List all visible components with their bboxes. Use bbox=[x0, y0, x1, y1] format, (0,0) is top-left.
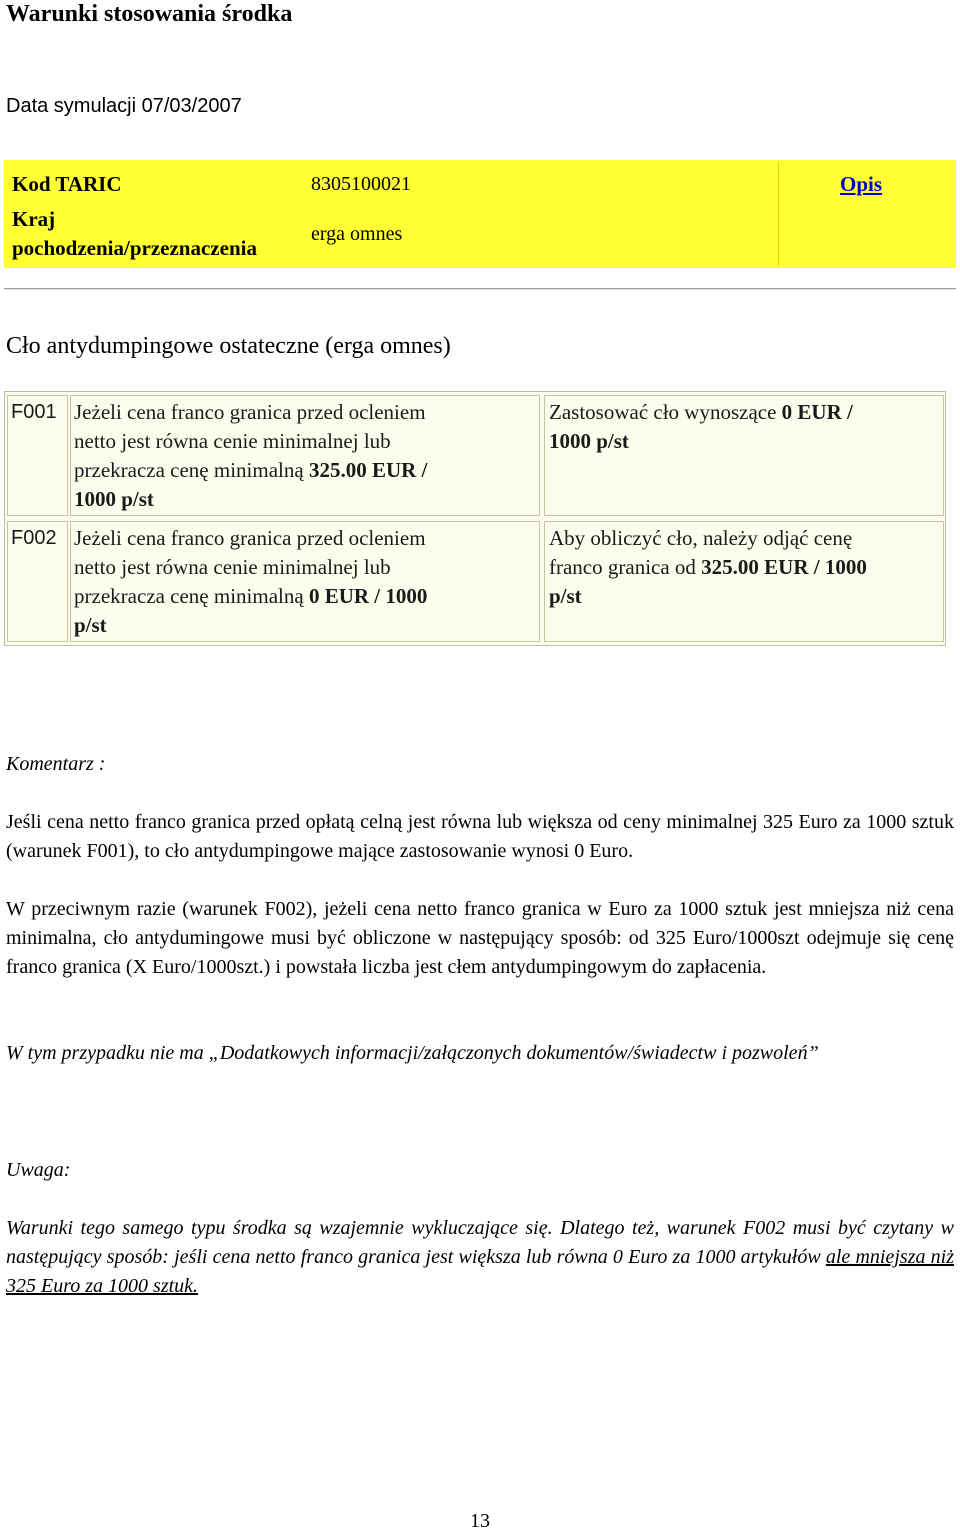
comment-paragraph-2: W przeciwnym razie (warunek F002), jeżeli cena netto franco granica w Euro za 1000 sztuk jest mniejsza niż cena minimalna, cło antydumingowe musi być obliczone w następujący sposób: od 325 Euro/1000szt odejmuje się cenę franco granica (X Euro/1000szt.) i powstała liczba jest cłem antydumpingowym do zapłacenia. bbox=[6, 898, 954, 978]
comment-note: W tym przypadku nie ma „Dodatkowych informacji/załączonych dokumentów/świadectw i pozwoleń” bbox=[6, 1042, 819, 1064]
action-text: Aby obliczyć cło, należy odjąć cenę franco granica od 325.00 EUR / 1000 p/st bbox=[549, 526, 867, 608]
condition-code: F002 bbox=[11, 527, 57, 549]
measure-title: Cło antydumpingowe ostateczne (erga omnes) bbox=[6, 333, 451, 359]
page-title: Warunki stosowania środka bbox=[6, 1, 293, 27]
description-link[interactable]: Opis bbox=[840, 172, 883, 196]
simulation-date: Data symulacji 07/03/2007 bbox=[6, 95, 242, 117]
comment-paragraph-1: Jeśli cena netto franco granica przed opłatą celną jest równa lub większa od ceny minimalnej 325 Euro za 1000 sztuk (warunek F001), to cło antydumpingowe mające zastosowanie wynosi 0 Euro. bbox=[6, 811, 954, 862]
condition-code: F001 bbox=[11, 401, 57, 423]
page-number: 13 bbox=[470, 1510, 490, 1532]
warning-underlined-text: ale mniejsza niż 325 Euro za 1000 sztuk. bbox=[6, 1246, 954, 1297]
origin-label-line1: Kraj bbox=[12, 207, 56, 231]
warning-label: Uwaga: bbox=[6, 1159, 71, 1181]
action-text: Zastosować cło wynoszące 0 EUR / 1000 p/st bbox=[549, 400, 853, 453]
origin-value: erga omnes bbox=[311, 223, 403, 245]
condition-text: Jeżeli cena franco granica przed ocleniem netto jest równa cenie minimalnej lub przekracza cenę minimalną 0 EUR / 1000 p/st bbox=[74, 526, 428, 637]
comment-label: Komentarz : bbox=[6, 753, 106, 775]
origin-label-line2: pochodzenia/przeznaczenia bbox=[12, 236, 257, 260]
condition-text: Jeżeli cena franco granica przed ocleniem netto jest równa cenie minimalnej lub przekracza cenę minimalną 325.00 EUR / 1000 p/st bbox=[74, 400, 428, 511]
horizontal-rule bbox=[4, 288, 956, 290]
warning-text: Warunki tego samego typu środka są wzajemnie wykluczające się. Dlatego też, warunek F002 musi być czytany w następujący sposób: jeśli cena netto franco granica jest większa lub równa 0 Euro za 1000 artykułów ale mniejsza niż 325 Euro za 1000 sztuk. bbox=[6, 1217, 954, 1297]
product-box-divider bbox=[778, 162, 779, 266]
taric-label: Kod TARIC bbox=[12, 172, 122, 196]
taric-value: 8305100021 bbox=[311, 173, 411, 195]
